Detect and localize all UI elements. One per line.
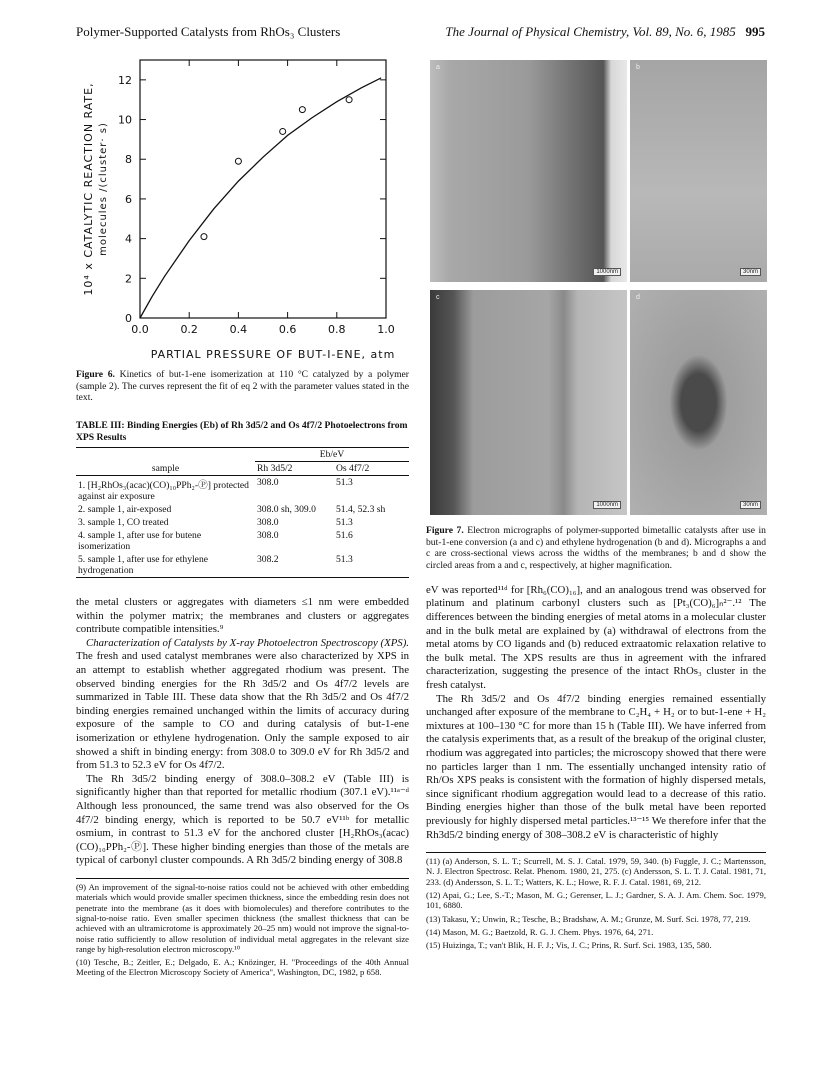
y-tick-label: 4	[125, 232, 132, 246]
x-tick-label: 0.6	[278, 323, 297, 336]
micrograph-letter: c	[436, 294, 440, 301]
table-cell-os: 51.3	[336, 477, 353, 489]
y-axis-label: 10⁴ x CATALYTIC REACTION RATE,	[82, 82, 95, 296]
right-column	[426, 522, 766, 951]
table-cell-os: 51.4, 52.3 sh	[336, 504, 386, 516]
scale-bar-label: 30nm	[740, 268, 761, 276]
x-tick-label: 1.0	[377, 323, 395, 336]
table-3-title: TABLE III: Binding Energies (Eb) of Rh 3d5/2 and Os 4f7/2 Photoelectrons from XPS Results	[76, 420, 408, 443]
footnote-10: (10) Tesche, B.; Zeitler, E.; Delgado, E. A.; Knözinger, H. "Proceedings of the 40th Annual Meeting of the Electron Microscopy Society of America", Washington, DC, 1982, p 658.	[76, 957, 409, 978]
table-row	[76, 476, 409, 504]
paragraph: eV was reported¹¹ᵈ for [Rh₆(CO)₁₆], and an analogous trend was observed for platinum and platinum carbonyl clusters such as [Pt₃(CO)₆]ₙ²⁻.¹² The differences between the binding energies of metal atoms in a molecular cluster and in the bulk metal are explained by (a) withdrawal of electrons from the metal atoms by CO ligands and (b) reduced extraatomic relaxation relative to the bulk metal. The XPS results are thus in agreement with the infrared characterization, suggesting the presence of the intact RhOs₃ cluster in the fresh catalyst.	[426, 583, 766, 691]
footnote-14: (14) Mason, M. G.; Baetzold, R. G. J. Chem. Phys. 1976, 64, 271.	[426, 926, 654, 937]
table-cell-os: 51.3	[336, 517, 353, 529]
footnote-9: (9) An improvement of the signal-to-noise ratios could not be achieved with other embedding materials which would provide smaller specimen thickness, since the embedding resin does not penetrate into the membrane (as it does with biomolecules) and therefore contributes to the signal-to-noise ratio. Even smaller specimen thickness (the smallest thickness that can be achieved with an ultramicrotome is approximately 20–25 nm) would not improve the signal-to-noise ratio sufficiently to allow resolution of individual metal aggregates in the relevant size range by high-resolution electron microscopy.¹⁰	[76, 881, 409, 954]
data-point	[201, 234, 207, 240]
paragraph	[76, 637, 409, 773]
data-point	[299, 107, 305, 113]
table-cell-sample: 3. sample 1, CO treated	[78, 517, 169, 529]
page-number: 995	[745, 24, 765, 39]
footnote-divider	[426, 852, 766, 853]
table-cell-rh: 308.0	[257, 517, 279, 529]
micrograph-d	[630, 290, 767, 515]
right-body-text	[426, 584, 766, 842]
table-cell-rh: 308.0 sh, 309.0	[257, 504, 316, 516]
left-body-text	[76, 596, 409, 868]
table-cell-rh: 308.0	[257, 530, 279, 542]
y-axis-label-units: molecules /(cluster· s)	[98, 122, 109, 256]
table-row	[76, 529, 409, 553]
table-3-group-header: Eb/eV	[255, 448, 409, 462]
y-tick-label: 12	[118, 73, 132, 87]
figure-6-caption-text: Kinetics of but-1-ene isomerization at 110 °C catalyzed by a polymer (sample 2). The curves represent the fit of eq 2 with the parameter values stated in the text.	[76, 369, 409, 404]
paragraph-text: The fresh and used catalyst membranes were also characterized by XPS in an attempt to establish whether aggregated rhodium was present. The observed binding energies for the Rh 3d5/2 and Os 4f7/2 levels are summarized in Table III. These data show that the Rh 3d5/2 and Os 4f7/2 binding energies remained unchanged within the limits of accuracy during exposure of the sample to CO and during catalysis of but-1-ene isomerization or ethylene hydrogenation. Only the sample exposed to air showed a shift in binding energy: from 308.0 to 309.0 eV for Rh 3d5/2 and from 51.3 to 52.3 eV for Os 4f7/2.	[76, 650, 409, 772]
x-tick-label: 0.2	[180, 323, 198, 336]
left-column	[76, 44, 409, 978]
scale-bar-label: 1000nm	[593, 501, 621, 509]
micrograph-a	[430, 60, 627, 282]
table-cell-sample: 4. sample 1, after use for butene isomerization	[78, 530, 202, 553]
running-header-left: Polymer-Supported Catalysts from RhOs₃ Clusters	[76, 24, 341, 39]
table-3-col-sample: sample	[76, 462, 255, 476]
paragraph: the metal clusters or aggregates with diameters ≤1 nm were embedded within the polymer matrix; the membranes and clusters or aggregates contribute compatible intensities.⁹	[76, 596, 409, 636]
table-cell-sample: 2. sample 1, air-exposed	[78, 504, 172, 516]
figure-7-caption	[426, 525, 766, 572]
data-point	[346, 97, 352, 103]
running-header-right	[445, 24, 765, 40]
footnote-divider	[76, 878, 409, 879]
x-axis-label: PARTIAL PRESSURE OF BUT-I-ENE, atm	[150, 348, 396, 361]
footnote-11: (11) (a) Anderson, S. L. T.; Scurrell, M. S. J. Catal. 1979, 59, 340. (b) Fuggle, J. C.; Martensson, N. J. Electron Spectrosc. Relat. Phenom. 1980, 21, 275. (c) Andersson, S. L. T. J. Catal. 1981, 71, 233. (d) Andersson, S. L. T.; Watters, K. L.; Howe, R. F. J. Catal. 1981, 69, 212.	[426, 856, 766, 887]
paragraph: The Rh 3d5/2 binding energy of 308.0–308.2 eV (Table III) is significantly higher than that reported for metallic rhodium (307.1 eV).¹¹ᵃ⁻ᵈ Although less pronounced, the same trend was also observed for the Os 4f7/2 binding energy, which is reported to be 50.7 eV¹¹ᵇ for metallic osmium, in contrast to 51.3 eV for the anchored cluster [H₂RhOs₃(acac)(CO)₁₀PPh₂-Ⓟ]. These higher binding energies than those of the metals are typical of carbonyl cluster compounds. A Rh 3d5/2 binding energy of 308.8	[76, 772, 409, 867]
paragraph: The Rh 3d5/2 and Os 4f7/2 binding energies remained essentially unchanged after exposure of the membrane to C₂H₄ + H₂ or to but-1-ene + H₂ mixtures at 100–130 °C for more than 15 h (Table III). We have inferred from the catalysis experiments that, as a result of the breakup of the original cluster, rhodium was aggregated into particles; the microscopy showed that there were no particles larger than 1 nm. The essentially unchanged intensity ratio of Rh/Os XPS peaks is consistent with the formation of highly dispersed metals, since significant rhodium aggregation would lead to a decrease of this ratio. Binding energies higher than those of the bulk metal have been reported previously for highly dispersed metal particles.¹³⁻¹⁵ We therefore infer that the Rh3d5/2 binding energy of 308–308.2 eV is characteristic of highly	[426, 692, 766, 841]
figure-6-caption	[76, 369, 409, 404]
data-point	[280, 128, 286, 134]
scale-bar-label: 30nm	[740, 501, 761, 509]
table-cell-rh: 308.2	[255, 553, 334, 578]
figure-6-label: Figure 6.	[76, 369, 115, 380]
table-cell-sample: 1. [H₂RhOs₃(acac)(CO)₁₀PPh₂-Ⓟ] protected against air exposure	[78, 480, 249, 503]
table-3-col-os: Os 4f7/2	[334, 462, 409, 476]
x-tick-label: 0.0	[131, 323, 149, 336]
table-row	[76, 503, 409, 516]
micrograph-letter: b	[636, 64, 640, 71]
footnote-13: (13) Takasu, Y.; Unwin, R.; Tesche, B.; Bradshaw, A. M.; Grunze, M. Surf. Sci. 1978, 77, 219.	[426, 913, 751, 924]
micrograph-c	[430, 290, 627, 515]
figure-7-label: Figure 7.	[426, 525, 464, 536]
micrograph-letter: d	[636, 294, 640, 301]
y-tick-label: 10	[118, 113, 132, 127]
table-cell-rh: 308.0	[257, 477, 279, 489]
journal-citation: The Journal of Physical Chemistry, Vol. 89, No. 6, 1985	[445, 24, 736, 39]
fit-curve	[140, 78, 381, 318]
footnote-12: (12) Apai, G.; Lee, S.-T.; Mason, M. G.; Gerenser, L. J.; Gardner, S. A. J. Am. Chem. Soc. 1979, 101, 6880.	[426, 890, 766, 911]
y-tick-label: 0	[125, 312, 132, 325]
x-tick-label: 0.4	[229, 323, 248, 336]
x-tick-label: 0.8	[328, 323, 346, 336]
table-cell-sample: 5. sample 1, after use for ethylene hydrogenation	[76, 553, 255, 578]
section-heading: Characterization of Catalysts by X-ray Photoelectron Spectroscopy (XPS).	[86, 636, 409, 649]
scale-bar-label: 1000nm	[593, 268, 621, 276]
micrograph-letter: a	[436, 64, 440, 71]
micrograph-b	[630, 60, 767, 282]
table-row	[76, 516, 409, 529]
figure-7-caption-text: Electron micrographs of polymer-supported bimetallic catalysts after use in but-1-ene conversion (a and c) and ethylene hydrogenation (b and d). Micrographs a and c are cross-sectional views across the widths of the membranes; b and d show the circled areas from a and c, respectively, at higher magnification.	[426, 525, 766, 572]
footnote-15: (15) Huizinga, T.; van't Blik, H. F. J.; Vis, J. C.; Prins, R. Surf. Sci. 1983, 135, 580.	[426, 940, 712, 951]
y-tick-label: 8	[125, 153, 132, 167]
y-tick-label: 2	[125, 272, 132, 286]
table-3-col-rh: Rh 3d5/2	[255, 462, 334, 476]
table-cell-os: 51.3	[334, 553, 409, 578]
figure-6-chart	[76, 44, 409, 366]
table-cell-os: 51.6	[336, 530, 353, 542]
data-point	[235, 158, 241, 164]
table-row	[76, 553, 409, 578]
table-3	[76, 447, 409, 578]
y-tick-label: 6	[125, 192, 132, 206]
